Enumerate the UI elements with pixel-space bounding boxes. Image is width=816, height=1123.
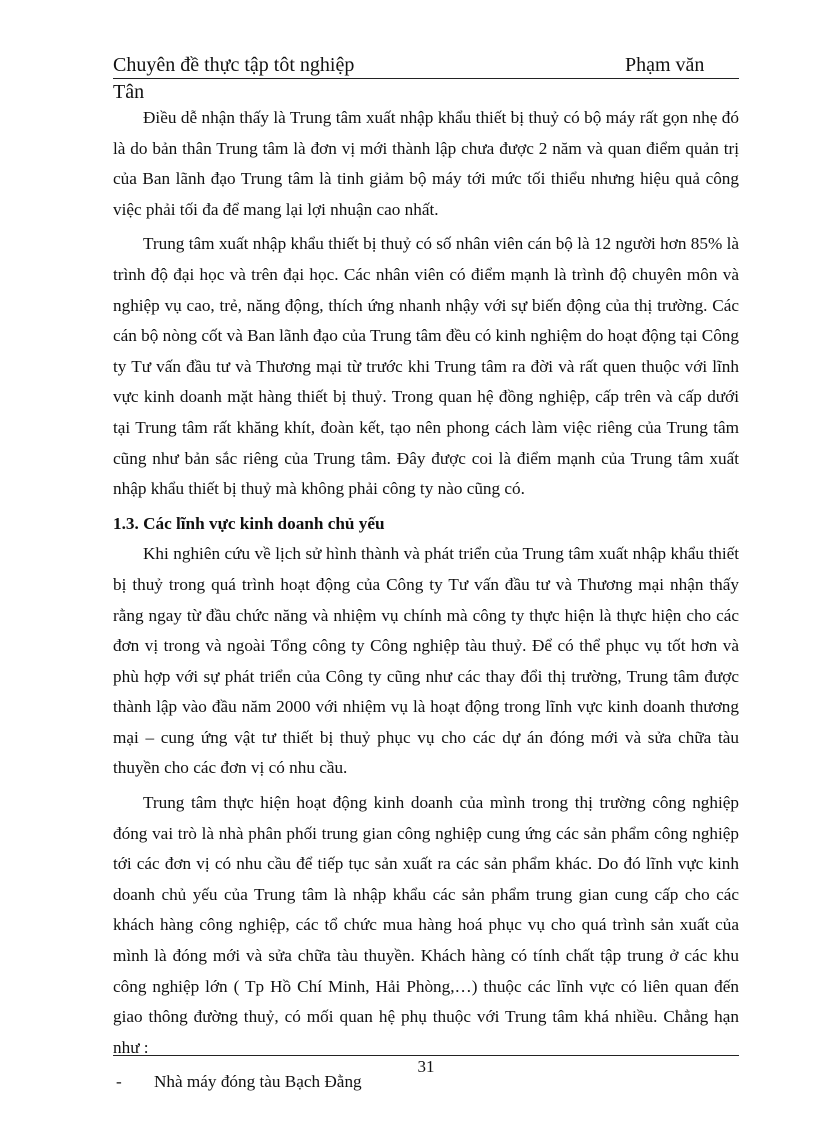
page-number: 31 — [417, 1057, 435, 1076]
document-title: Chuyên đề thực tập tôt nghiệp — [113, 54, 355, 76]
page-header — [113, 52, 739, 79]
paragraph: Trung tâm xuất nhập khẩu thiết bị thuỷ có số nhân viên cán bộ là 12 người hơn 85% là trình độ đại học và trên đại học. Các nhân viên có điểm mạnh là trình độ chuyên môn và nghiệp vụ cao, trẻ, năng động, thích ứng nhanh nhậy với sự biến động của thị trường. Các cán bộ nòng cốt và Ban lãnh đạo của Trung tâm đều có kinh nghiệm do hoạt động tại Công ty Tư vấn đầu tư và Thương mại từ trước khi Trung tâm ra đời và rất quen thuộc với lĩnh vực kinh doanh mặt hàng thiết bị thuỷ. Trong quan hệ đồng nghiệp, cấp trên và cấp dưới tại Trung tâm rất khăng khít, đoàn kết, tạo nên phong cách làm việc riêng của Trung tâm cũng như bản sắc riêng của Trung tâm. Đây được coi là điểm mạnh của Trung tâm xuất nhập khẩu thiết bị thuỷ mà không phải công ty nào cũng có. — [113, 234, 739, 499]
document-body — [113, 103, 739, 1098]
bullet-marker: - — [116, 1072, 122, 1092]
section-heading: 1.3. Các lĩnh vực kinh doanh chủ yếu — [113, 513, 385, 533]
paragraph: Khi nghiên cứu về lịch sử hình thành và phát triển của Trung tâm xuất nhập khẩu thiết bị thuỷ trong quá trình hoạt động của Công ty Tư vấn đầu tư và Thương mại nhận thấy rằng ngay từ đầu chức năng và nhiệm vụ chính mà công ty thực hiện là thực hiện cho các đơn vị trong và ngoài Tổng công ty Công nghiệp tàu thuỷ. Để có thể phục vụ tốt hơn và phù hợp với sự phát triển của Công ty cũng như các thay đổi thị trường, Trung tâm được thành lập vào đầu năm 2000 với nhiệm vụ là hoạt động trong lĩnh vực kinh doanh thương mại – cung ứng vật tư thiết bị thuỷ phục vụ cho các dự án đóng mới và sửa chữa tàu thuyền cho các đơn vị có nhu cầu. — [113, 544, 739, 778]
author-name: Phạm văn — [625, 54, 705, 76]
paragraph: Điều dễ nhận thấy là Trung tâm xuất nhập khẩu thiết bị thuỷ có bộ máy rất gọn nhẹ đó là do bản thân Trung tâm là đơn vị mới thành lập chưa được 2 năm và quan điểm quản trị của Ban lãnh đạo Trung tâm là tinh giảm bộ máy tới mức tối thiểu nhưng hiệu quả công việc phải tối đa để mang lại lợi nhuận cao nhất. — [113, 108, 739, 219]
author-name-continued: Tân — [113, 81, 145, 103]
list-item-text: Nhà máy đóng tàu Bạch Đằng — [154, 1072, 362, 1092]
paragraph: Trung tâm thực hiện hoạt động kinh doanh của mình trong thị trường công nghiệp đóng vai trò là nhà phân phối trung gian công nghiệp cung ứng các sản phẩm công nghiệp tới các đơn vị có nhu cầu để tiếp tục sản xuất ra các sản phẩm khác. Do đó lĩnh vực kinh doanh chủ yếu của Trung tâm là nhập khẩu các sản phẩm trung gian cung cấp cho các khách hàng công nghiệp, các tổ chức mua hàng hoá phục vụ cho quá trình sản xuất của mình là đóng mới và sửa chữa tàu thuyền. Khách hàng có tính chất tập trung ở các khu công nghiệp lớn ( Tp Hồ Chí Minh, Hải Phòng,…) thuộc các lĩnh vực có liên quan đến giao thông đường thuỷ, có mối quan hệ phụ thuộc với Trung tâm khá nhiều. Chẳng hạn như : — [113, 793, 739, 1057]
